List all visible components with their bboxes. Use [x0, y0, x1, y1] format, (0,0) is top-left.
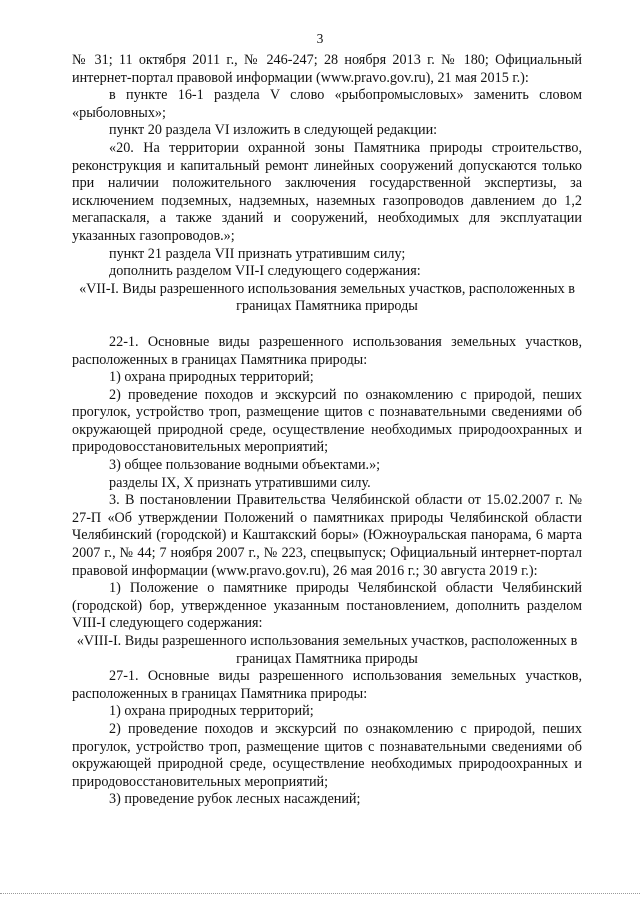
- list-item: 3) проведение рубок лесных насаждений;: [109, 791, 361, 808]
- paragraph-sections-void: разделы IX, X признать утратившими силу.: [109, 474, 371, 491]
- list-item: 1) охрана природных территорий;: [109, 369, 314, 386]
- paragraph-27-1: 27-1. Основные виды разрешенного использования земельных участков, расположенных в границах Памятника природы:: [72, 668, 582, 702]
- list-item: 3) общее пользование водными объектами.»;: [109, 457, 381, 474]
- page-bottom-rule: [0, 893, 640, 894]
- document-body: [72, 52, 582, 809]
- paragraph-22-1: 22-1. Основные виды разрешенного использования земельных участков, расположенных в границах Памятника природы:: [72, 333, 582, 368]
- list-item: 2) проведение походов и экскурсий по ознакомлению с природой, пеших прогулок, устройство троп, размещение щитов с познавательными сведениями об окружающей природной среде, осуществление необходимых природоохранных и природовосстановительных мероприятий;: [72, 720, 582, 790]
- list-item: 1) охрана природных территорий;: [109, 703, 314, 720]
- paragraph-item-3: 3. В постановлении Правительства Челябинской области от 15.02.2007 г. № 27-П «Об утверждении Положений о памятниках природы Челябинской области Челябинский (городской) и Каштакский боры» (Южноуральская панорама, 6 марта 2007 г., № 44; 7 ноября 2007 г., № 223, спецвыпуск; Официальный интернет-портал правовой информации (www.pravo.gov.ru), 26 мая 2016 г.; 30 августа 2019 г.):: [72, 492, 582, 579]
- paragraph-continuation: № 31; 11 октября 2011 г., № 246-247; 28 ноября 2013 г. № 180; Официальный интернет-портал правовой информации (www.pravo.gov.ru), 21 мая 2015 г.):: [72, 52, 582, 86]
- paragraph-add-section: дополнить разделом VII-I следующего содержания:: [109, 263, 421, 280]
- section-heading-viii-i: «VIII-I. Виды разрешенного использования земельных участков, расположенных в границах Памятника природы: [76, 633, 578, 667]
- list-item: 2) проведение походов и экскурсий по ознакомлению с природой, пеших прогулок, устройство троп, размещение щитов с познавательными сведениями об окружающей природной среде, осуществление необходимых природоохранных и природовосстановительных мероприятий;: [72, 386, 582, 456]
- paragraph-quote-20: «20. На территории охранной зоны Памятника природы строительство, реконструкция и капитальный ремонт линейных сооружений допускаются только при наличии положительного заключения государственной экспертизы, за исключением подземных, надземных, наземных газопроводов давлением до 1,2 мегапаскаля, а также зданий и сооружений, необходимых для эксплуатации указанных газопроводов.»;: [72, 139, 582, 244]
- paragraph-amendment-16-1: в пункте 16-1 раздела V слово «рыбопромысловых» заменить словом «рыболовных»;: [72, 87, 582, 121]
- paragraph-amendment-20: пункт 20 раздела VI изложить в следующей редакции:: [109, 122, 438, 139]
- paragraph-subitem-1: 1) Положение о памятнике природы Челябинской области Челябинский (городской) бор, утвержденное указанным постановлением, дополнить разделом VIII-I следующего содержания:: [72, 580, 582, 632]
- section-heading-vii-i: «VII-I. Виды разрешенного использования земельных участков, расположенных в границах Памятника природы: [79, 280, 575, 315]
- paragraph-amendment-21: пункт 21 раздела VII признать утратившим силу;: [109, 245, 406, 262]
- page-number: 3: [316, 31, 324, 46]
